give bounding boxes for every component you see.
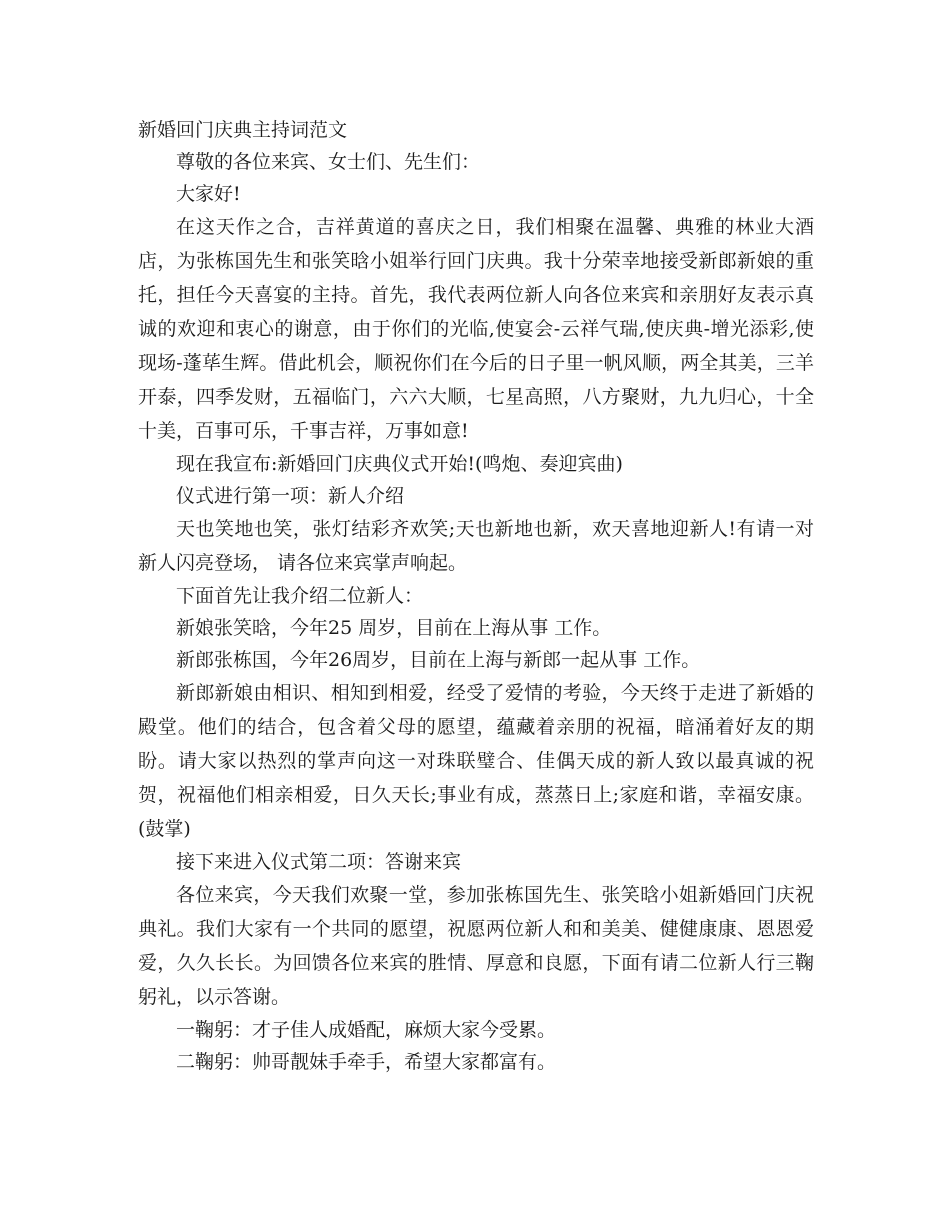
introduction-heading: 下面首先让我介绍二位新人： — [176, 585, 424, 607]
bride-intro: 新娘张笑晗，今年25 周岁，目前在上海从事 工作。 — [176, 617, 612, 639]
groom-intro: 新郎张栋国，今年26周岁，目前在上海与新郎一起从事 工作。 — [176, 649, 701, 671]
item-one-heading: 仪式进行第一项：新人介绍 — [176, 485, 405, 507]
second-bow: 二鞠躬：帅哥靓妹手牵手，希望大家都富有。 — [176, 1051, 557, 1073]
document-page — [138, 114, 814, 1078]
opening-paragraph: 在这天作之合，吉祥黄道的喜庆之日，我们相聚在温馨、典雅的林业大酒店，为张栋国先生和张笑晗小姐举行回门庆典。我十分荣幸地接受新郎新娘的重托，担任今天喜宴的主持。首先，我代表两位新人向各位来宾和亲朋好友表示真诚的欢迎和衷心的谢意，由于你们的光临,使宴会-云祥气瑞,使庆典-增光添彩,使现场-蓬荜生辉。借此机会，顺祝你们在今后的日子里一帆风顺，两全其美，三羊开泰，四季发财，五福临门，六六大顺，七星高照，八方聚财，九九归心，十全十美，百事可乐，千事吉祥，万事如意! — [138, 216, 814, 442]
salutation: 尊敬的各位来宾、女士们、先生们： — [176, 151, 481, 173]
couple-entrance-paragraph: 天也笑地也笑，张灯结彩齐欢笑;天也新地也新，欢天喜地迎新人!有请一对新人闪亮登场， 请各位来宾掌声响起。 — [138, 518, 814, 574]
document-title: 新婚回门庆典主持词范文 — [138, 119, 348, 141]
couple-story-paragraph: 新郎新娘由相识、相知到相爱，经受了爱情的考验，今天终于走进了新婚的殿堂。他们的结合，包含着父母的愿望，蕴藏着亲朋的祝福，暗涌着好友的期盼。请大家以热烈的掌声向这一对珠联璧合、佳偶天成的新人致以最真诚的祝贺，祝福他们相亲相爱，日久天长;事业有成，蒸蒸日上;家庭和谐，幸福安康。(鼓掌) — [138, 682, 814, 840]
greeting: 大家好! — [176, 183, 241, 205]
ceremony-start: 现在我宣布:新婚回门庆典仪式开始!(鸣炮、奏迎宾曲) — [176, 453, 623, 475]
first-bow: 一鞠躬：才子佳人成婚配，麻烦大家今受累。 — [176, 1019, 557, 1041]
thanks-paragraph: 各位来宾，今天我们欢聚一堂，参加张栋国先生、张笑晗小姐新婚回门庆祝典礼。我们大家有一个共同的愿望，祝愿两位新人和和美美、健健康康、恩恩爱爱，久久长长。为回馈各位来宾的胜情、厚意和良愿，下面有请二位新人行三鞠躬礼，以示答谢。 — [138, 884, 814, 1008]
item-two-heading: 接下来进入仪式第二项：答谢来宾 — [176, 851, 462, 873]
